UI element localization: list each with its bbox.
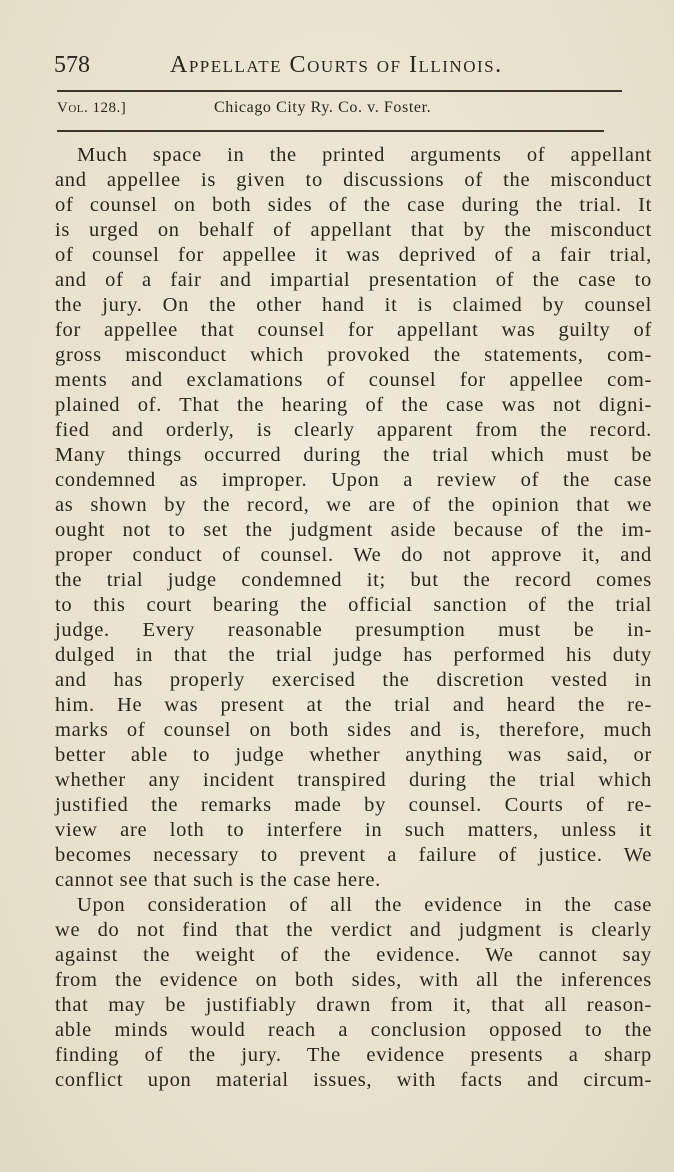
text-line: and of a fair and impartial presentation of the case to: [55, 269, 652, 291]
text-line: of counsel for appellee it was deprived of a fair trial,: [55, 244, 652, 266]
header-rule-bottom: [57, 130, 604, 132]
text-line: from the evidence on both sides, with all the inferences: [55, 969, 652, 991]
text-line: becomes necessary to prevent a failure of justice. We: [55, 844, 652, 866]
text-line: to this court bearing the official sanction of the trial: [55, 594, 652, 616]
text-line: ought not to set the judgment aside because of the im-: [55, 519, 652, 541]
text-line: Upon consideration of all the evidence in the case: [77, 894, 652, 916]
text-line: gross misconduct which provoked the statements, com-: [55, 344, 652, 366]
body-text: [55, 143, 652, 1093]
text-line: we do not find that the verdict and judgment is clearly: [55, 919, 652, 941]
text-line: justified the remarks made by counsel. Courts of re-: [55, 794, 652, 816]
text-line: better able to judge whether anything was said, or: [55, 744, 652, 766]
text-line: Many things occurred during the trial which must be: [55, 444, 652, 466]
volume-label: Vol. 128.]: [57, 100, 127, 116]
page-number: 578: [54, 52, 90, 78]
text-line: plained of. That the hearing of the case was not digni-: [55, 394, 652, 416]
text-line: proper conduct of counsel. We do not approve it, and: [55, 544, 652, 566]
text-line: conflict upon material issues, with facts and circum-: [55, 1069, 652, 1091]
text-line: ments and exclamations of counsel for appellee com-: [55, 369, 652, 391]
text-line: for appellee that counsel for appellant was guilty of: [55, 319, 652, 341]
text-line: the jury. On the other hand it is claimed by counsel: [55, 294, 652, 316]
text-line: that may be justifiably drawn from it, that all reason-: [55, 994, 652, 1016]
case-title: Chicago City Ry. Co. v. Foster.: [214, 99, 432, 116]
text-line: condemned as improper. Upon a review of the case: [55, 469, 652, 491]
text-line: able minds would reach a conclusion opposed to the: [55, 1019, 652, 1041]
text-line: finding of the jury. The evidence presents a sharp: [55, 1044, 652, 1066]
text-line: fied and orderly, is clearly apparent from the record.: [55, 419, 652, 441]
text-line: Much space in the printed arguments of appellant: [77, 144, 652, 166]
running-title: Appellate Courts of Illinois.: [170, 52, 503, 78]
text-line: him. He was present at the trial and heard the re-: [55, 694, 652, 716]
text-line: as shown by the record, we are of the opinion that we: [55, 494, 652, 516]
text-line: against the weight of the evidence. We cannot say: [55, 944, 652, 966]
header-rule-top: [57, 90, 622, 92]
text-line: and appellee is given to discussions of the misconduct: [55, 169, 652, 191]
text-line: and has properly exercised the discretion vested in: [55, 669, 652, 691]
text-line: view are loth to interfere in such matters, unless it: [55, 819, 652, 841]
text-line: dulged in that the trial judge has performed his duty: [55, 644, 652, 666]
text-line: of counsel on both sides of the case during the trial. It: [55, 194, 652, 216]
text-line: whether any incident transpired during the trial which: [55, 769, 652, 791]
text-line: marks of counsel on both sides and is, therefore, much: [55, 719, 652, 741]
text-line: cannot see that such is the case here.: [55, 869, 382, 891]
text-line: is urged on behalf of appellant that by the misconduct: [55, 219, 652, 241]
text-line: judge. Every reasonable presumption must be in-: [55, 619, 652, 641]
text-line: the trial judge condemned it; but the record comes: [55, 569, 652, 591]
